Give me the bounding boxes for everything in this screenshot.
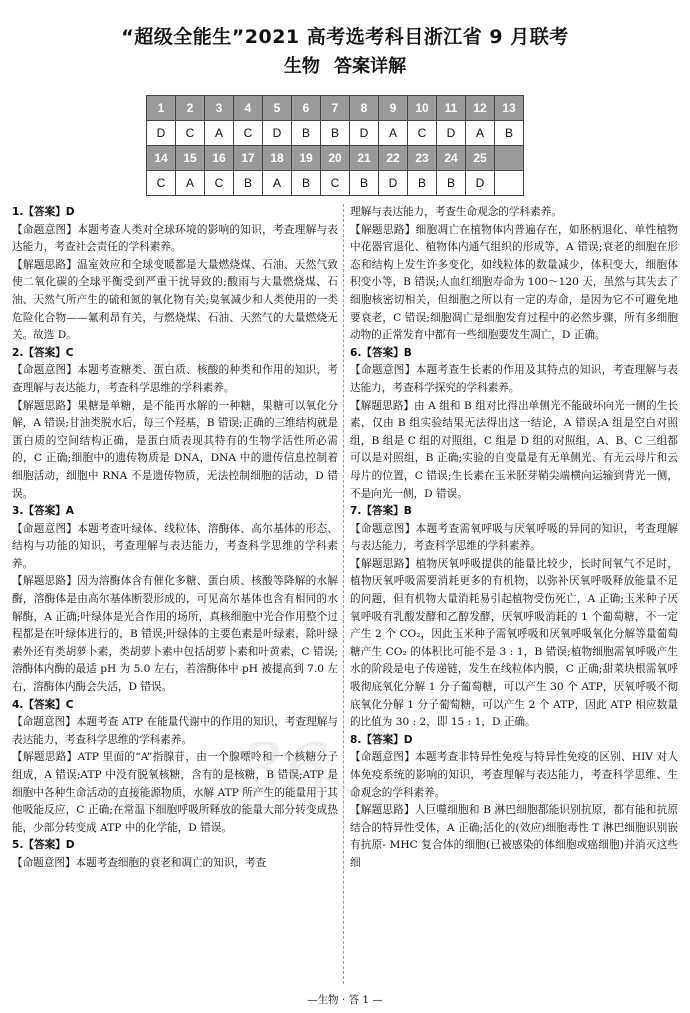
answer-cell: C [321,171,350,196]
answer-cell: A [263,171,292,196]
answer-paragraph: 8.【答案】D [350,733,413,746]
answer-cell: B [292,171,321,196]
answer-paragraph: 【命题意图】本题考查人类对全球环境的影响的知识，考查理解与表达能力，考查社会责任的学科素养。 [12,223,338,254]
answer-cell: 9 [379,96,408,121]
answer-cell: B [321,121,350,146]
answer-cell: A [466,121,495,146]
answer-cell: D [147,121,176,146]
answer-paragraph: 4.【答案】C [12,698,74,711]
answer-cell: 2 [176,96,205,121]
answer-cell [495,146,524,171]
answer-cell: C [176,121,205,146]
answer-cell: D [437,121,466,146]
answer-paragraph: 【命题意图】本题考查糖类、蛋白质、核酸的种类和作用的知识，考查理解与表达能力，考查科学思维的学科素养。 [12,364,338,394]
answer-paragraph: 【命题意图】本题考查生长素的作用及其特点的知识，考查理解与表达能力，考查科学探究的学科素养。 [350,364,678,394]
answer-cell: C [408,121,437,146]
answer-cell: 20 [321,146,350,171]
answer-cell: C [234,121,263,146]
answer-cell: 18 [263,146,292,171]
answer-cell: B [408,171,437,196]
answer-cell: B [350,171,379,196]
answer-cell: 13 [495,96,524,121]
answer-table-row-numbers-2 [147,146,524,171]
answer-paragraph: 1.【答案】D [12,206,75,218]
answer-cell: B [292,121,321,146]
answer-paragraph: 【解题思路】ATP 里面的“A”指腺苷，由一个腺嘌呤和一个核糖分子组成，A 错误;ATP 中没有脱氧核糖，含有的是核糖，B 错误;ATP 是细胞中各种生命活动的直接能源物质，水解 ATP 所产生的能量用于其他吸能反应，C 正确;在常温下细胞呼吸所释放的能量大部分转变成热能，少部分转变成 ATP 中的化学能，D 错误。 [12,751,338,834]
answer-cell: B [234,171,263,196]
answer-paragraph: 【解题思路】温室效应和全球变暖都是大量燃烧煤、石油、天然气致使二氧化碳的全球平衡受到严重干扰导致的;酸雨与大量燃烧煤、石油、天然气所产生的硫和氮的氧化物有关;臭氧减少和人类使用的一类危险化合物——氟利昂有关，与燃烧煤、石油、天然气的大量燃烧无关。故选 D。 [12,258,338,342]
answer-cell: 14 [147,146,176,171]
answer-paragraph: 【解题思路】细胞凋亡在植物体内普遍存在，如胚柄退化、单性植物中花器官退化、植物体内通气组织的形成等，A 错误;衰老的细胞在形态和结构上发生许多变化，如线粒体的数量减少，体积变大，细胞体积变小等，B 错误;人血红细胞寿命为 100～120 天，虽然与其失去了细胞核密切相关，但细胞之所以有一定的寿命，是因为它不可避免地要衰老，C 错误;细胞凋亡是细胞发育过程中的必然步骤，所有多细胞动物的正常发育中都有一些细胞要发生凋亡，D 正确。 [350,223,678,342]
answer-cell: 22 [379,146,408,171]
answer-cell: 7 [321,96,350,121]
answer-cell: 24 [437,146,466,171]
answer-cell: 6 [292,96,321,121]
answer-paragraph: 5.【答案】D [12,839,75,852]
watermark-logo-icon [238,725,368,815]
answer-cell: D [263,121,292,146]
column-divider [343,204,344,984]
answer-cell: D [466,171,495,196]
answer-paragraph: 【解题思路】果糖是单糖，是不能再水解的一种糖，果糖可以氧化分解，A 错误;甘油类脱水后，每三个羟基，B 错误;正确的三维结构就是蛋白质的空间结构正确，是蛋白质表现其特有的生物学活性所必需的，C 正确;细胞中的遗传物质是 DNA，DNA 中的遗传信息控制着细胞活动，细胞中 RNA 不是遗传物质，无法控制细胞的活动，D 错误。 [12,399,338,500]
answer-cell: 4 [234,96,263,121]
answer-cell: D [379,171,408,196]
page-footer: —生物 · 答 1 — [307,994,383,1006]
answer-paragraph: 6.【答案】B [350,346,412,359]
answer-paragraph: 理解与表达能力，考查生命观念的学科素养。 [350,206,562,218]
answer-cell: 10 [408,96,437,121]
answer-paragraph: 【解题思路】植物厌氧呼吸提供的能量比较少，长时间氧气不足时，植物厌氧呼吸需要消耗更多的有机物，以弥补厌氧呼吸释放能量不足的问题，但有机物大量消耗易引起植物受伤死亡，A 正确;玉米种子厌氧呼吸有乳酸发酵和乙醇发酵，厌氧呼吸消耗的 1 个葡萄糖，不一定产生 2 个 CO₂，因此玉米种子需氧呼吸和厌氧呼吸氧化分解等量葡萄糖产生 CO₂ 的体积比可能不是 3 : 1，B 错误;植物细胞需氧呼吸产生水的阶段是电子传递链，发生在线粒体内膜，C 正确;甜菜块根需氧呼吸彻底氧化分解 1 分子葡萄糖，可以产生 30 个 ATP，厌氧呼吸不彻底氧化分解 1 分子葡萄糖，可以产生 2 个 ATP，因此 ATP 相应数量的比值为 30 : 2，即 15 : 1，D 正确。 [350,557,678,729]
answer-cell: A [379,121,408,146]
answer-paragraph: 【命题意图】本题考查 ATP 在能量代谢中的作用的知识，考查理解与表达能力，考查科学思维的学科素养。 [12,716,338,746]
answer-paragraph: 【命题意图】本题考查叶绿体、线粒体、溶酶体、高尔基体的形态、结构与功能的知识，考查理解与表达能力，考查科学思维的学科素养。 [12,522,338,570]
answer-cell: C [205,171,234,196]
answer-cell: C [147,171,176,196]
answer-paragraph: 3.【答案】A [12,505,74,518]
answer-paragraph: 【命题意图】本题考查需氧呼吸与厌氧呼吸的异同的知识，考查理解与表达能力，考查科学思维的学科素养。 [350,522,678,553]
answer-cell: D [350,121,379,146]
answer-cell: 11 [437,96,466,121]
answer-cell: 21 [350,146,379,171]
answer-paragraph: 2.【答案】C [12,346,74,359]
answer-cell: 23 [408,146,437,171]
answer-cell [495,171,524,196]
answer-cell: 15 [176,146,205,171]
answer-cell: 25 [466,146,495,171]
answer-cell: 19 [292,146,321,171]
answer-cell: A [205,121,234,146]
answer-table-row-answers-1 [147,121,524,146]
page-subtitle: 生物 答案详解 [283,56,407,77]
answer-cell: 17 [234,146,263,171]
answer-paragraph: 【解题思路】因为溶酶体含有催化多糖、蛋白质、核酸等降解的水解酶，溶酶体是由高尔基体断裂形成的，可见高尔基体也含有相同的水解酶，A 正确;叶绿体是光合作用的场所，真核细胞中光合作用整个过程都是在叶绿体进行的，B 错误;叶绿体的主要色素是叶绿素，除叶绿素外还有类胡萝卜素，类胡萝卜素中包括胡萝卜素和叶黄素，C 错误;溶酶体内酶的最适 pH 为 5.0 左右，若溶酶体中 pH 被提高到 7.0 左右，溶酶体内酶会失活，D 错误。 [12,575,338,694]
answer-cell: B [495,121,524,146]
answer-paragraph: 【解题思路】人巨噬细胞和 B 淋巴细胞都能识别抗原，都有能和抗原结合的特异性受体，A 正确;活化的(效应)细胞毒性 T 淋巴细胞识别嵌有抗原- MHC 复合体的细胞(已被感染的体细胞或癌细胞)并消灭这些细 [350,804,678,869]
svg-text:36: 36 [238,728,330,812]
answer-cell: A [176,171,205,196]
answer-table [146,95,524,196]
answer-cell: B [437,171,466,196]
answer-cell: 8 [350,96,379,121]
answer-cell: 3 [205,96,234,121]
answer-cell: 5 [263,96,292,121]
answer-table-row-numbers-1 [147,96,524,121]
answer-cell: 1 [147,96,176,121]
answer-paragraph: 【命题意图】本题考查非特异性免疫与特异性免疫的区别、HIV 对人体免疫系统的影响的知识，考查理解与表达能力，考查科学思维、生命观念的学科素养。 [350,751,678,799]
answer-paragraph: 【解题思路】由 A 组和 B 组对比得出单侧光不能破坏向光一侧的生长素，仅由 B 组实验结果无法得出这一结论，A 错误;A 组是空白对照组，B 组是 C 组的对照组，C 组是 D 组的对照组，A、B、C 三组都可以是对照组，B 正确;实验的自变量是有无单侧光、有无云母片和云母片的位置，C 错误;生长素在玉米胚芽鞘尖端横向运输到背光一侧，不是向光一侧，D 错误。 [350,399,678,500]
right-column [350,204,678,873]
answer-paragraph: 【命题意图】本题考查细胞的衰老和凋亡的知识，考查 [12,856,267,869]
answer-cell: 16 [205,146,234,171]
answer-cell: 12 [466,96,495,121]
answer-table-row-answers-2 [147,171,524,196]
answer-paragraph: 7.【答案】B [350,505,412,518]
page-title: “超级全能生”2021 高考选考科目浙江省 9 月联考 [121,26,569,48]
